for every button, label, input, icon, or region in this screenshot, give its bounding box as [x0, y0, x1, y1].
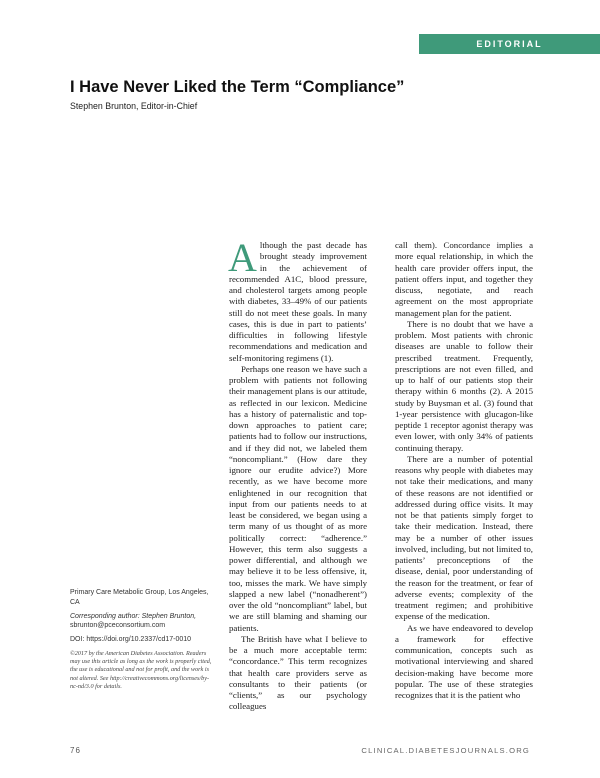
journal-site: CLINICAL.DIABETESJOURNALS.ORG — [361, 746, 530, 755]
paragraph-6: As we have endeavored to develop a framework for effective communication, concepts such as motivational interviewing and shared decision-making have become more popular. The use of these strategies recognizes that it is the patient who — [395, 622, 533, 700]
byline: Stephen Brunton, Editor-in-Chief — [70, 101, 198, 111]
affiliation: Primary Care Metabolic Group, Los Angeles, CA — [70, 589, 209, 606]
article-title: I Have Never Liked the Term “Compliance” — [70, 78, 405, 96]
paragraph-5: There are a number of potential reasons why people with diabetes may not take their medications, and many of these reasons are not identified or addressed during office visits. It may not be that patients simply forget to take their medication. Instead, there may be a number of other issues involved, including, but not limited to, patients’ preconceptions of the disease, denial, poor understanding of the reason for the treatment, or fear of adverse events; complexity of the treatment regimen; and prohibitive expense of the medication. — [395, 453, 533, 622]
page-number: 76 — [70, 746, 81, 755]
corresponding-label: Corresponding author: Stephen Brunton, — [70, 612, 197, 620]
body-column-left — [228, 235, 367, 713]
paragraph-3: The British have what I believe to be a much more acceptable term: “concordance.” This term recognizes that health care providers serve as consultants to their patients (or “clients,” as our psychology colleagues — [229, 633, 367, 712]
paragraph-4: There is no doubt that we have a problem. Most patients with chronic diseases are unable to follow their prescribed treatment. Frequently, prescriptions are not even filled, and up to half of our patients stop their therapy within 6 months (2). A 2015 study by Buysman et al. (3) found that 1-year persistence with glucagon-like peptide 1 receptor agonist therapy was even lower, with only 34% of patients continuing therapy. — [395, 318, 533, 453]
corresponding-author — [70, 612, 215, 632]
drop-cap: A — [228, 235, 257, 280]
body-column-right — [395, 240, 533, 701]
doi-link[interactable]: DOI: https://doi.org/10.2337/cd17-0010 — [70, 636, 192, 644]
license-notice: ©2017 by the American Diabetes Association. Readers may use this article as long as the work is properly cited, the use is educational and not for profit, and the work is not altered. See http://creativecommons.org/licenses/by-nc-nd/3.0 for details. — [70, 649, 212, 690]
paragraph-2: Perhaps one reason we have such a problem with patients not following their management plans is our attitude, as reflected in our lexicon. Medicine has a history of paternalistic and top-down approaches to patient care; patients had to follow our instructions, and if they did not, we labeled them “noncompliant.” (How dare they ignore our erudite advice?) More recently, as we have become more enlightened in our recognition that input from our patients needs to at least be considered, we began using a term many of us thought of as more politically correct: “adherence.” However, this term also suggests a power differential, and although we may believe it to be less offensive, it, too, misses the mark. We have simply slapped a new label (“nonadherent”) over the old “noncompliant” label, but we are still blaming and shaming our patients. — [229, 363, 367, 633]
article-info-sidebar — [70, 588, 215, 691]
paragraph-3-continued: call them). Concordance implies a more equal relationship, in which the health care provider offers input, the patient offers input, and together they discuss, negotiate, and reach agreement on the most appropriate management plan for the patient. — [395, 240, 533, 318]
paragraph-1 — [228, 235, 367, 364]
section-label-banner: EDITORIAL — [419, 34, 600, 54]
paragraph-1-text: lthough the past decade has brought steady improvement in the achievement of recommended A1C, blood pressure, and cholesterol targets among people with diabetes, 33–49% of our patients still do not meet these goals. In many cases, this is due in part to patients’ difficulties in following lifestyle recommendations and medication and self-monitoring regimens (1). — [229, 240, 367, 363]
corresponding-email[interactable]: sbrunton@pceconsortium.com — [70, 622, 166, 630]
